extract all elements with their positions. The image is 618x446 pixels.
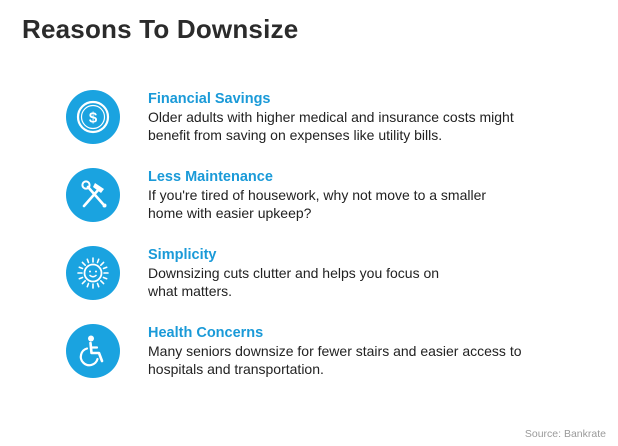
item-heading: Less Maintenance — [148, 169, 273, 185]
item-description-line-2: home with easier upkeep? — [148, 205, 312, 221]
item-description-line-2: what matters. — [148, 283, 233, 299]
item-heading: Health Concerns — [148, 325, 264, 341]
list-item-financial-savings — [66, 90, 606, 150]
sun-icon — [66, 246, 120, 300]
list-item-health-concerns — [66, 324, 606, 384]
wheelchair-icon — [66, 324, 120, 378]
tools-icon — [66, 168, 120, 222]
item-description-line-1: Downsizing cuts clutter and helps you focus on — [148, 265, 440, 281]
item-description-line-2: benefit from saving on expenses like utility bills. — [148, 127, 443, 143]
item-heading: Financial Savings — [148, 91, 271, 107]
item-description-line-2: hospitals and transportation. — [148, 361, 324, 377]
dollar-icon — [66, 90, 120, 144]
item-heading: Simplicity — [148, 247, 217, 263]
item-description-line-1: Many seniors downsize for fewer stairs and easier access to — [148, 343, 522, 359]
svg-text:$: $ — [88, 109, 98, 127]
item-description-line-1: If you're tired of housework, why not move to a smaller — [148, 187, 487, 203]
page-title: Reasons To Downsize — [22, 14, 299, 44]
item-description-line-1: Older adults with higher medical and insurance costs might — [148, 109, 514, 125]
list-item-simplicity — [66, 246, 606, 306]
source-credit: Source: Bankrate — [524, 428, 606, 440]
list-item-less-maintenance — [66, 168, 606, 228]
